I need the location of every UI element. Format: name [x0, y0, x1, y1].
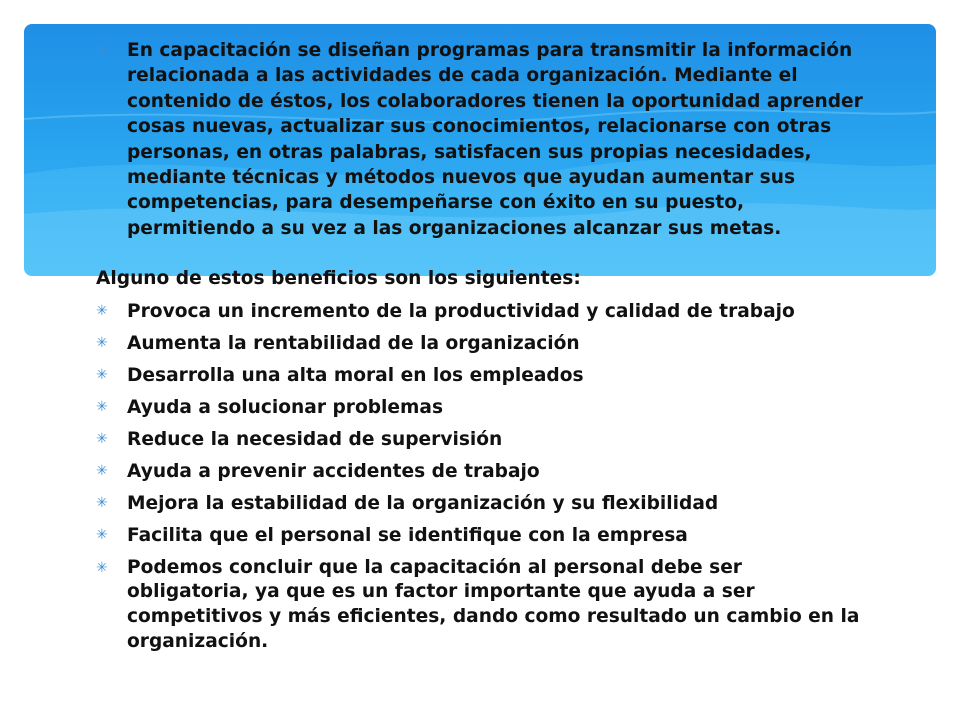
asterisk-bullet-icon: ✳	[96, 559, 108, 576]
benefit-text: Aumenta la rentabilidad de la organización	[127, 333, 580, 355]
benefit-item	[96, 328, 866, 360]
benefit-text: Mejora la estabilidad de la organización y su flexibilidad	[127, 492, 719, 514]
benefit-text: Ayuda a prevenir accidentes de trabajo	[127, 460, 540, 482]
asterisk-bullet-icon: ✳	[96, 430, 108, 447]
benefit-item	[96, 392, 866, 424]
asterisk-bullet-icon: ✳	[96, 494, 108, 511]
benefit-item	[96, 296, 866, 328]
benefit-item	[96, 360, 866, 392]
asterisk-bullet-icon: ✳	[96, 462, 108, 479]
benefit-text: Reduce la necesidad de supervisión	[127, 428, 503, 450]
benefit-item	[96, 456, 866, 488]
intro-paragraph: En capacitación se diseñan programas para transmitir la información relacionada a las actividades de cada organización. Mediante el contenido de éstos, los colaboradores tienen la oportunidad aprender cosas nuevas, actualizar sus conocimientos, relacionarse con otras personas, en otras palabras, satisfacen sus propias necesidades, mediante técnicas y métodos nuevos que ayudan aumentar sus competencias, para desempeñarse con éxito en su puesto, permitiendo a su vez a las organizaciones alcanzar sus metas.	[127, 40, 863, 239]
benefit-text: Desarrolla una alta moral en los empleados	[127, 365, 584, 387]
benefit-item	[96, 520, 866, 552]
conclusion-item	[96, 552, 866, 656]
benefit-text: Facilita que el personal se identifique con la empresa	[127, 524, 688, 546]
conclusion-text: Podemos concluir que la capacitación al personal debe ser obligatoria, ya que es un factor importante que ayuda a ser competitivos y más eficientes, dando como resultado un cambio en la organización.	[127, 556, 860, 653]
asterisk-bullet-icon: ✳	[96, 303, 108, 320]
benefit-item	[96, 424, 866, 456]
benefits-heading: Alguno de estos beneficios son los siguientes:	[96, 268, 581, 290]
benefit-item	[96, 488, 866, 520]
asterisk-bullet-icon: ✳	[96, 526, 108, 543]
benefit-text: Provoca un incremento de la productividad y calidad de trabajo	[127, 301, 795, 323]
asterisk-bullet-icon: ✳	[96, 43, 108, 59]
asterisk-bullet-icon: ✳	[96, 398, 108, 415]
benefit-text: Ayuda a solucionar problemas	[127, 396, 444, 418]
asterisk-bullet-icon: ✳	[96, 367, 108, 384]
intro-bullet	[96, 38, 866, 241]
slide-body	[96, 38, 866, 655]
asterisk-bullet-icon: ✳	[96, 335, 108, 352]
